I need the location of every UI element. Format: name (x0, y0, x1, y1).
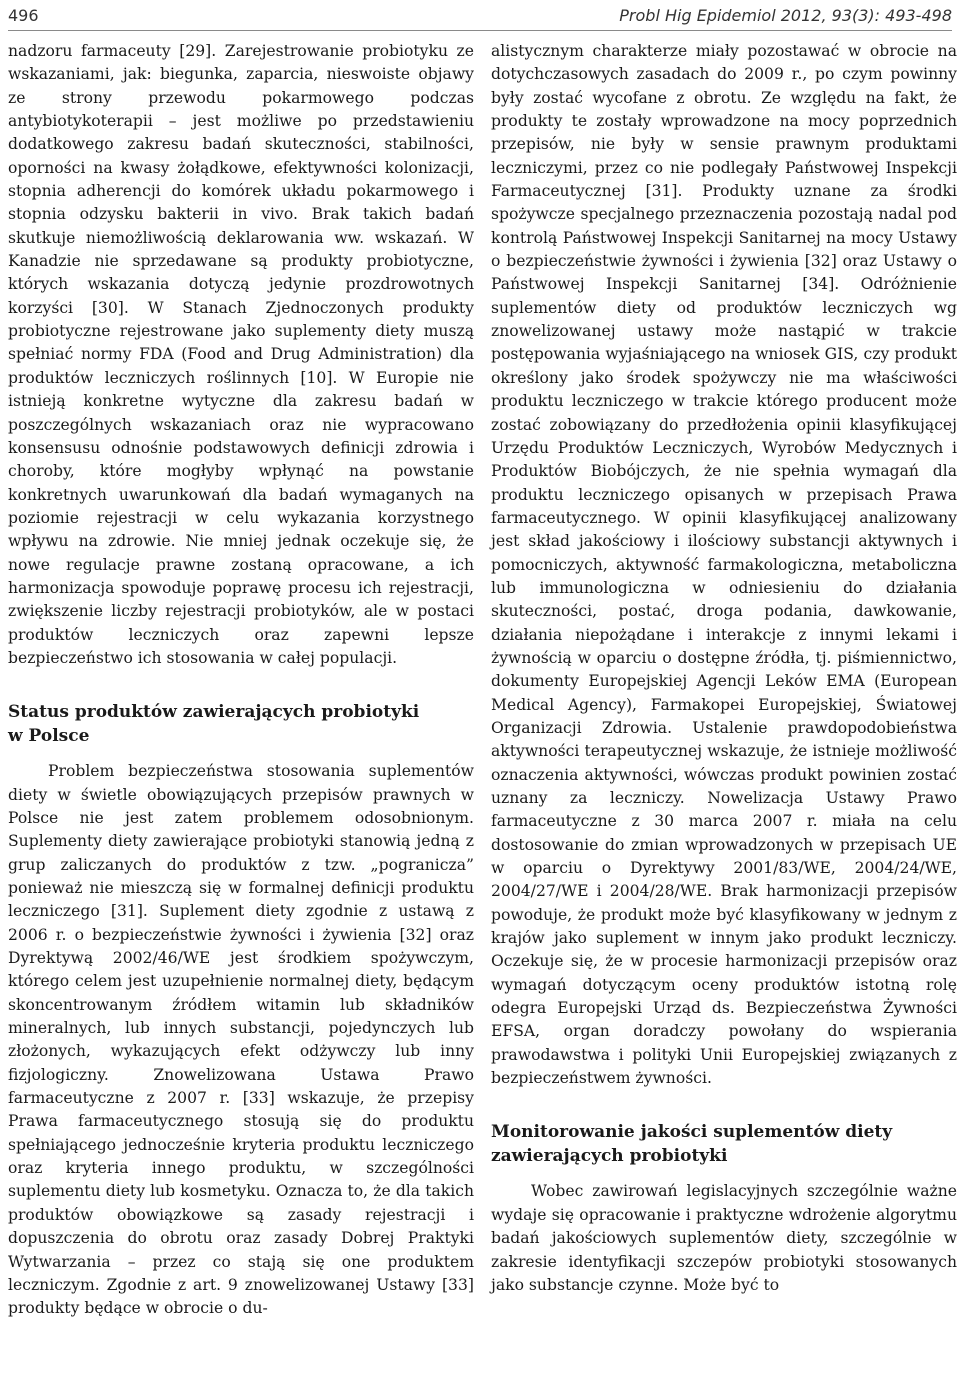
left-column (8, 40, 474, 1321)
section-heading-line: Status produktów zawierających probiotyki (8, 702, 420, 723)
section-heading (8, 700, 474, 748)
section-heading-line: w Polsce (8, 726, 90, 747)
body-paragraph: alistycznym charakterze miały pozostawać w obrocie na dotychczasowych zasadach do 2009 r., po czym powinny były zostać wycofane z obrotu. Ze względu na fakt, że produkty te zostały wprowadzone na mocy poprzednich przepisów, nie były w sensie prawnym produktami leczniczymi, przez co nie podlegały Państwowej Inspekcji Farmaceutycznej [31]. Produkty uznane za środki spożywcze specjalnego przeznaczenia pozostają nadal pod kontrolą Państwowej Inspekcji Sanitarnej na mocy Ustawy o bezpieczeństwie żywności i żywienia [32] oraz Ustawy o Państwowej Inspekcji Sanitarnej [34]. Odróżnienie suplementów diety od produktów leczniczych wg znowelizowanej ustawy może nastąpić w trakcie postępowania wyjaśniającego na wniosek GIS, czy produkt określony jako środek spożywczy nie ma właściwości produktu leczniczego w trakcie którego producent może zostać zobowiązany do przedłożenia opinii klasyfikującej Urzędu Produktów Leczniczych, Wyrobów Medycznych i Produktów Biobójczych, że nie spełnia wymagań dla produktu leczniczego opisanych w przepisach Prawa farmaceutycznego. W opinii klasyfikującej analizowany jest skład jakościowy i ilościowy substancji aktywnych i pomocniczych, aktywność farmakologiczna, metaboliczna lub immunologiczna w odniesieniu do działania skuteczności, postać, droga podania, dawkowanie, działania niepożądane i interakcje z innymi lekami i żywnością w oparciu o dostępne źródła, tj. piśmiennictwo, dokumenty Europejskiej Agencji Leków EMA (European Medical Agency), Farmakopei Europejskiej, Światowej Organizacji Zdrowia. Ustalenie prawdopodobieństwa aktywności terapeutycznej wskazuje, że istnieje możliwość oznaczenia aktywności, wówczas produkt powinien zostać uznany za leczniczy. Nowelizacja Ustawy Prawo farmaceutyczne z 30 marca 2007 r. miała na celu dostosowanie do zmian wprowadzonych w przepisach UE w oparciu o Dyrektywy 2001/83/WE, 2004/24/WE, 2004/27/WE i 2004/28/WE. Brak harmonizacji przepisów powoduje, że produkt może być klasyfikowany w jednym z krajów jako suplement w innym jako produkt leczniczy. Oczekuje się, że w procesie harmonizacji przepisów oraz wymagań dotyczącym oceny produktów istotną rolę odegra Europejski Urząd ds. Bezpieczeństwa Żywności EFSA, organ doradczy powołany do wspierania prawodawstwa i polityki Unii Europejskiej związanych z bezpieczeństwem żywności. (491, 42, 957, 1088)
body-paragraph: Wobec zawirowań legislacyjnych szczególnie ważne wydaje się opracowanie i praktyczne wdrożenie algorytmu badań jakościowych suplementów diety, szczególnie w zakresie identyfikacji szczepów probiotyki stosowanych jako substancje czynne. Może być to (491, 1182, 957, 1294)
section-heading (491, 1120, 957, 1168)
page-number: 496 (8, 5, 39, 25)
section-heading-line: Monitorowanie jakości suplementów diety (491, 1122, 893, 1143)
running-header (8, 0, 952, 31)
body-paragraph: Problem bezpieczeństwa stosowania suplementów diety w świetle obowiązujących przepisów prawnych w Polsce nie jest zatem problemem odosobnionym. Suplementy diety zawierające probiotyki stanowią jedną z grup zaliczanych do produktów z tzw. „pogranicza” ponieważ nie mieszczą się w formalnej definicji produktu leczniczego [31]. Suplement diety zgodnie z ustawą z 2006 r. o bezpieczeństwie żywności i żywienia [32] oraz Dyrektywą 2002/46/WE jest środkiem spożywczym, którego celem jest uzupełnienie normalnej diety, będącym skoncentrowanym źródłem witamin lub składników mineralnych, lub innych substancji, pojedynczych lub złożonych, wykazujących efekt odżywczy lub inny fizjologiczny. Znowelizowana Ustawa Prawo farmaceutyczne z 2007 r. [33] wskazuje, że przepisy Prawa farmaceutycznego stosują się do produktu spełniającego jednocześnie kryteria produktu leczniczego oraz kryteria innego produktu, w szczególności suplementu diety lub kosmetyku. Oznacza to, że dla takich produktów obowiązkowe są zasady rejestracji i dopuszczenia do obrotu oraz zasady Dobrej Praktyki Wytwarzania – przez co stają się one produktem leczniczym. Zgodnie z art. 9 znowelizowanej Ustawy [33] produkty będące w obrocie o du- (8, 762, 474, 1318)
section-heading-line: zawierających probiotyki (491, 1146, 728, 1167)
journal-citation: Probl Hig Epidemiol 2012, 93(3): 493-498 (619, 5, 952, 25)
body-paragraph: nadzoru farmaceuty [29]. Zarejestrowanie probiotyku ze wskazaniami, jak: biegunka, zaparcia, nieswoiste objawy ze strony przewodu pokarmowego podczas antybiotykoterapii – jest możliwe po przedstawieniu dodatkowego zakresu badań skuteczności, stabilności, oporności na kwasy żołądkowe, efektywności kolonizacji, stopnia adherencji do komórek układu pokarmowego i stopnia odzysku bakterii in vivo. Brak takich badań skutkuje niemożliwością deklarowania ww. wskazań. W Kanadzie nie sprzedawane są produkty probiotyczne, których wskazania dotyczą jedynie prozdrowotnych korzyści [30]. W Stanach Zjednoczonych produkty probiotyczne rejestrowane jako suplementy diety muszą spełniać normy FDA (Food and Drug Administration) dla produktów leczniczych roślinnych [10]. W Europie nie istnieją konkretne wytyczne dla zakresu badań w poszczególnych wskazaniach oraz nie wypracowano konsensusu odnośnie podstawowych definicji zdrowia i choroby, które mogłyby wpłynąć na powstanie konkretnych uwarunkowań dla badań wymaganych na poziomie rejestracji w celu wykazania korzystnego wpływu na zdrowie. Nie mniej jednak oczekuje się, że nowe regulacje prawne zostaną opracowane, a ich harmonizacja spowoduje poprawę procesu ich rejestracji, zwiększenie liczby rejestracji probiotyków, ale w postaci produktów leczniczych oraz zapewni lepsze bezpieczeństwo ich stosowania w całej populacji. (8, 42, 474, 667)
right-column (491, 40, 957, 1297)
